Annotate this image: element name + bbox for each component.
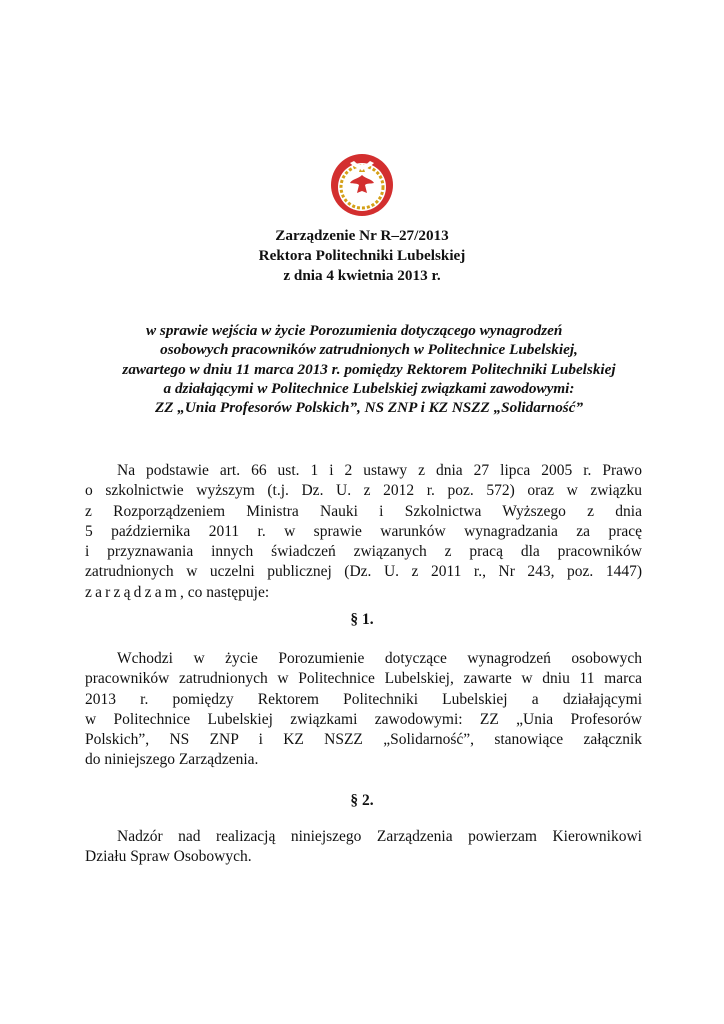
section-1-title: § 1.	[350, 611, 374, 628]
preamble-line: zatrudnionych w uczelni publicznej (Dz. U. z 2011 r., Nr 243, poz. 1447)	[85, 563, 642, 581]
section-1-line: w Politechnice Lubelskiej związkami zawodowymi: ZZ „Unia Profesorów	[85, 710, 642, 728]
section-2-paragraph	[85, 827, 642, 868]
preamble-closing	[85, 583, 642, 603]
section-1-line: Polskich”, NS ZNP i KZ NSZZ „Solidarność”, stanowiące załącznik	[85, 731, 642, 749]
document-header	[0, 226, 724, 286]
section-2-line: Działu Spraw Osobowych.	[85, 848, 252, 866]
subject-line: a działającymi w Politechnice Lubelskiej związkami zawodowymi:	[163, 379, 575, 397]
preamble-line: i przyznawania innych świadczeń związanych z pracą dla pracowników	[85, 543, 642, 561]
ordinance-number: Zarządzenie Nr R–27/2013	[275, 227, 449, 244]
preamble-line: z Rozporządzeniem Ministra Nauki i Szkolnictwa Wyższego z dnia	[85, 502, 642, 520]
subject-line: osobowych pracowników zatrudnionych w Politechnice Lubelskiej,	[160, 341, 578, 359]
closing-spaced-word: zarządzam	[85, 583, 181, 601]
section-1-paragraph	[85, 649, 642, 771]
section-1-line: Wchodzi w życie Porozumienie dotyczące wynagrodzeń osobowych	[117, 650, 642, 667]
subject-line: zawartego w dniu 11 marca 2013 r. pomiędzy Rektorem Politechniki Lubelskiej	[122, 360, 616, 378]
section-2-line: Nadzór nad realizacją niniejszego Zarządzenia powierzam Kierownikowi	[117, 828, 642, 845]
subject-block	[80, 321, 658, 417]
university-eagle-emblem-icon	[330, 153, 394, 217]
closing-rest: , co następuje:	[180, 583, 270, 601]
issuer: Rektora Politechniki Lubelskiej	[258, 247, 466, 264]
subject-line: ZZ „Unia Profesorów Polskich”, NS ZNP i KZ NSZZ „Solidarność”	[154, 399, 584, 417]
section-1-line: pracowników zatrudnionych w Politechnice Lubelskiej, zawarte w dniu 11 marca	[85, 670, 642, 688]
section-1-line: do niniejszego Zarządzenia.	[85, 751, 259, 769]
preamble-line: Na podstawie art. 66 ust. 1 i 2 ustawy z dnia 27 lipca 2005 r. Prawo	[117, 462, 642, 479]
preamble-line: o szkolnictwie wyższym (t.j. Dz. U. z 2012 r. poz. 572) oraz w związku	[85, 482, 642, 500]
section-1-line: 2013 r. pomiędzy Rektorem Politechniki Lubelskiej a działającymi	[85, 690, 642, 708]
subject-line: w sprawie wejścia w życie Porozumienia dotyczącego wynagrodzeń	[146, 322, 563, 339]
section-2-title: § 2.	[350, 792, 374, 809]
issue-date: z dnia 4 kwietnia 2013 r.	[283, 267, 441, 284]
preamble-line: 5 października 2011 r. w sprawie warunków wynagradzania za pracę	[85, 522, 642, 540]
preamble-paragraph	[85, 461, 642, 603]
